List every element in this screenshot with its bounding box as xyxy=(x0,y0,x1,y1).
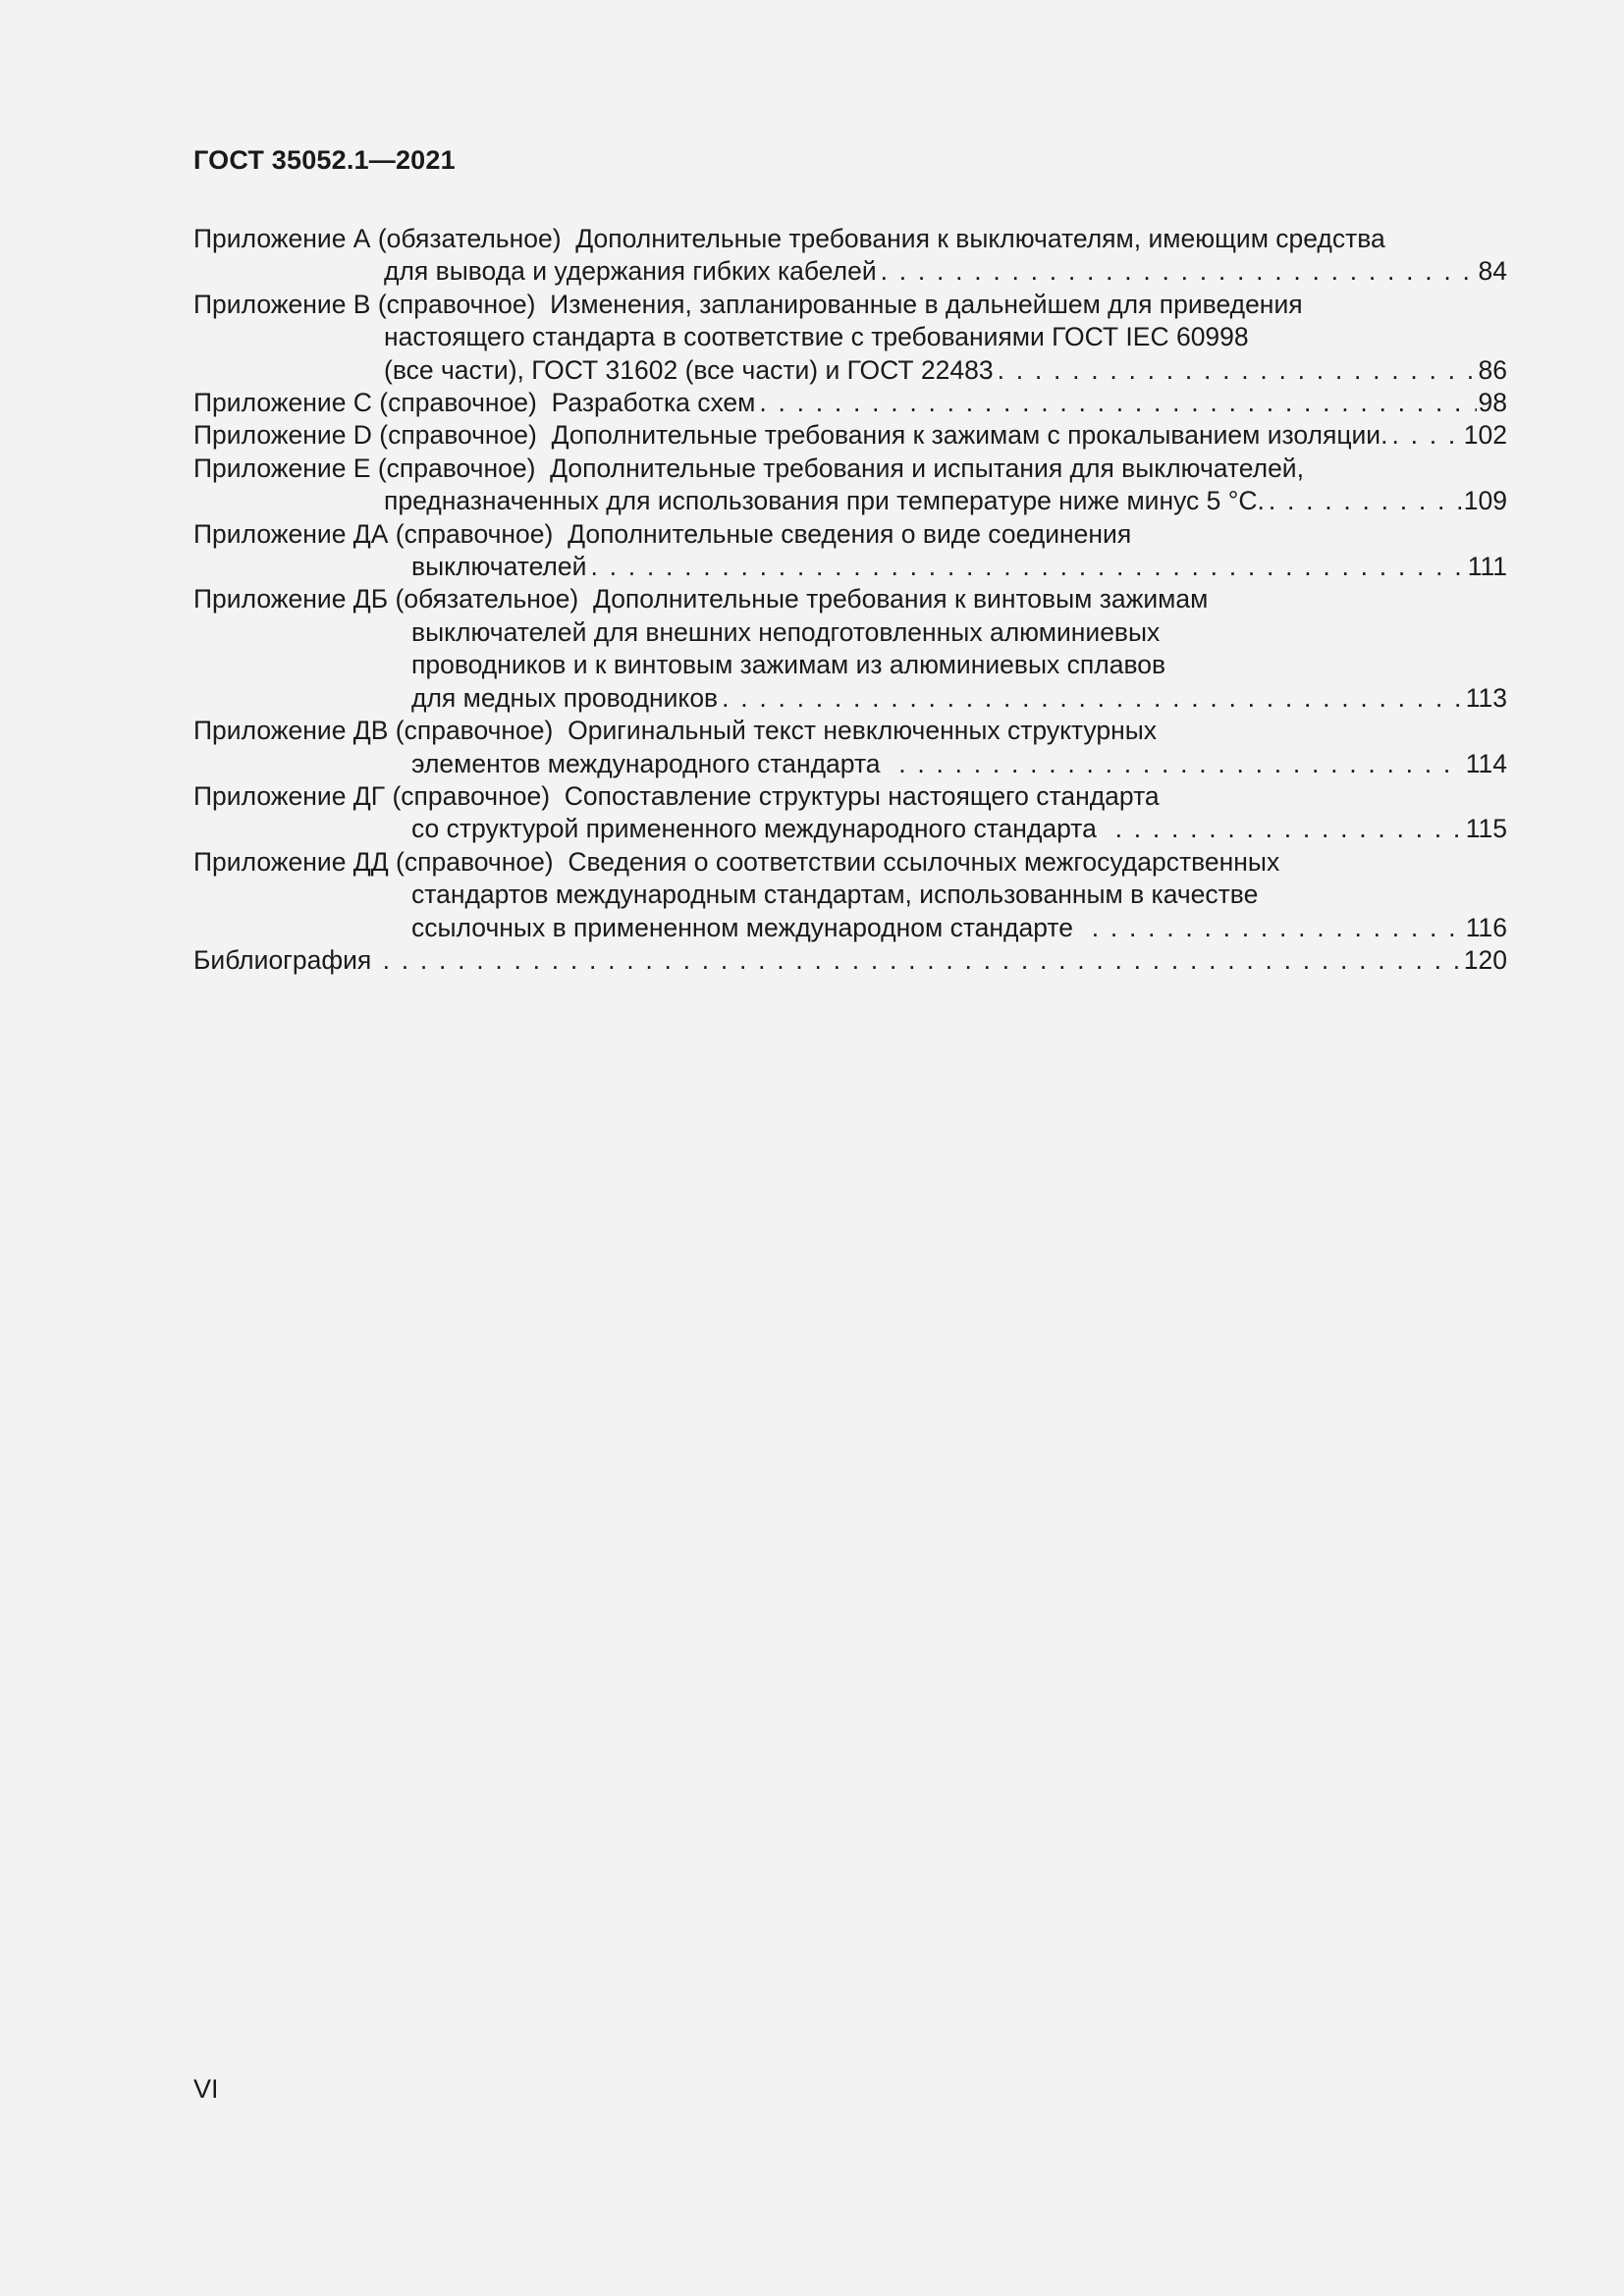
toc-entry-title-line: Дополнительные требования к зажимам с прокалыванием изоляции. xyxy=(551,420,1388,451)
toc-entry-title-line: со структурой примененного международного стандарта xyxy=(411,814,1097,844)
toc-entry-title-line: Дополнительные требования и испытания для выключателей, xyxy=(550,453,1304,483)
toc-entry-label: Приложение D (справочное) xyxy=(193,420,537,451)
toc-entry-label: Приложение Е (справочное) xyxy=(193,453,536,483)
dot-leader xyxy=(898,748,1463,780)
dot-leader xyxy=(1115,813,1464,845)
document-code-header: ГОСТ 35052.1—2021 xyxy=(193,145,456,175)
page-number-footer: VI xyxy=(193,2074,219,2104)
toc-entry-title-line: для вывода и удержания гибких кабелей xyxy=(384,256,877,287)
toc-entry-title-line: выключателей для внешних неподготовленных алюминиевых xyxy=(411,616,1161,647)
toc-entry-title-line: Дополнительные требования к выключателям, имеющим средства xyxy=(575,224,1385,253)
toc-entry-title-line: Сопоставление структуры настоящего стандарта xyxy=(564,780,1160,811)
toc-entry-label: Приложение ДГ (справочное) xyxy=(193,780,551,811)
toc-entry-label: Приложение А (обязательное) xyxy=(193,224,562,253)
toc-entry-appendix-a[interactable] xyxy=(193,223,1507,289)
toc-entry-appendix-dd[interactable] xyxy=(193,846,1507,944)
dot-leader xyxy=(1391,419,1461,452)
dot-leader xyxy=(722,682,1464,715)
toc-page-number: 114 xyxy=(1465,748,1507,778)
toc-entry-label: Приложение С (справочное) xyxy=(193,388,537,418)
toc-page-number: 116 xyxy=(1465,912,1507,942)
toc-entry-label: Приложение ДА (справочное) xyxy=(193,518,554,549)
toc-page-number: 115 xyxy=(1465,814,1507,844)
toc-entry-title-line: (все части), ГОСТ 31602 (все части) и ГОСТ 22483 xyxy=(384,354,994,385)
toc-page-number: 98 xyxy=(1478,388,1507,418)
toc-entry-label: Приложение ДД (справочное) xyxy=(193,846,554,877)
toc-page-number: 120 xyxy=(1463,944,1507,975)
toc-entry-appendix-c[interactable] xyxy=(193,387,1507,419)
toc-entry-title-line: для медных проводников xyxy=(411,682,719,713)
toc-page-number: 84 xyxy=(1478,256,1507,287)
dot-leader xyxy=(1269,485,1462,517)
toc-entry-appendix-b[interactable] xyxy=(193,289,1507,387)
toc-entry-bibliography[interactable] xyxy=(193,944,1507,977)
toc-entry-title-line: Дополнительные сведения о виде соединения xyxy=(568,518,1132,549)
dot-leader xyxy=(1092,912,1464,944)
table-of-contents xyxy=(193,223,1507,977)
dot-leader xyxy=(881,255,1477,288)
toc-entry-title-line: Разработка схем xyxy=(551,388,756,418)
dot-leader xyxy=(590,551,1465,583)
toc-entry-appendix-d[interactable] xyxy=(193,419,1507,452)
dot-leader xyxy=(998,354,1477,387)
toc-entry-title-line: предназначенных для использования при температуре ниже минус 5 °С. xyxy=(384,486,1265,516)
toc-entry-appendix-da[interactable] xyxy=(193,518,1507,584)
toc-entry-title-line: ссылочных в примененном международном стандарте xyxy=(411,912,1073,942)
toc-entry-appendix-dg[interactable] xyxy=(193,780,1507,846)
toc-entry-title-line: элементов международного стандарта xyxy=(411,748,881,778)
toc-entry-label: Приложение ДВ (справочное) xyxy=(193,716,554,746)
toc-entry-title-line: Дополнительные требования к винтовым зажимам xyxy=(592,584,1209,614)
dot-leader xyxy=(759,387,1476,419)
toc-entry-label: Приложение В (справочное) xyxy=(193,289,536,319)
toc-page-number: 111 xyxy=(1467,552,1507,582)
toc-page-number: 102 xyxy=(1463,420,1507,451)
toc-entry-title-line: проводников и к винтовым зажимам из алюминиевых сплавов xyxy=(411,650,1166,680)
toc-entry-title-line: стандартов международным стандартам, использованным в качестве xyxy=(411,880,1259,910)
toc-entry-title-line: Изменения, запланированные в дальнейшем для приведения xyxy=(550,289,1303,319)
toc-entry-label: Приложение ДБ (обязательное) xyxy=(193,584,579,614)
toc-page-number: 86 xyxy=(1478,354,1507,385)
toc-page-number: 113 xyxy=(1465,682,1507,713)
toc-entry-title-line: выключателей xyxy=(411,552,587,582)
toc-entry-appendix-db[interactable] xyxy=(193,583,1507,715)
toc-entry-title-line: Оригинальный текст невключенных структурных xyxy=(568,716,1158,746)
toc-entry-appendix-dv[interactable] xyxy=(193,715,1507,780)
toc-entry-label: Библиография xyxy=(193,944,372,975)
dot-leader xyxy=(383,944,1462,977)
toc-entry-appendix-e[interactable] xyxy=(193,453,1507,518)
toc-entry-title-line: Сведения о соответствии ссылочных межгосударственных xyxy=(568,846,1280,877)
toc-entry-title-line: настоящего стандарта в соответствие с требованиями ГОСТ IEC 60998 xyxy=(384,322,1249,352)
toc-page-number: 109 xyxy=(1463,486,1507,516)
